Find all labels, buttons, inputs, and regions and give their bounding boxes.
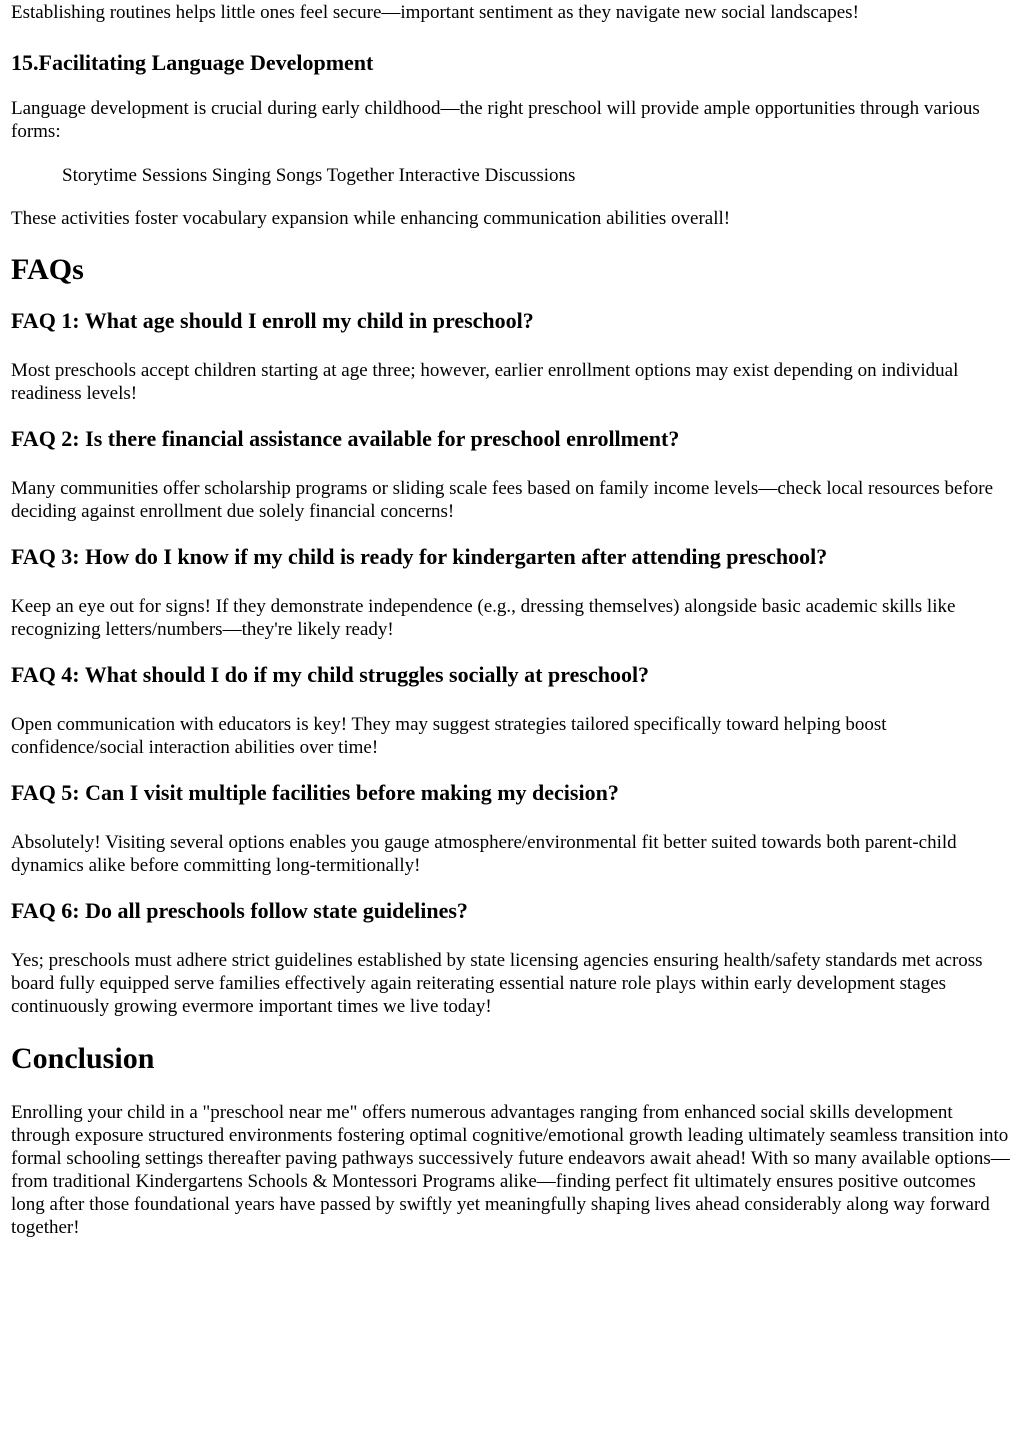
section-15-activities-quote: Storytime Sessions Singing Songs Together Interactive Discussions [62, 165, 576, 186]
faq-answer-2: Many communities offer scholarship programs or sliding scale fees based on family income levels—check local resources before deciding against enrollment due solely financial concerns! [11, 478, 994, 522]
faq-question-6: FAQ 6: Do all preschools follow state guidelines? [11, 898, 468, 923]
faq-answer-3: Keep an eye out for signs! If they demonstrate independence (e.g., dressing themselves) alongside basic academic skills like recognizing letters/numbers—they're likely ready! [11, 596, 956, 640]
faq-question-2: FAQ 2: Is there financial assistance available for preschool enrollment? [11, 426, 680, 451]
faq-answer-4: Open communication with educators is key! They may suggest strategies tailored specifically toward helping boost confidence/social interaction abilities over time! [11, 714, 887, 758]
faq-answer-1: Most preschools accept children starting at age three; however, earlier enrollment options may exist depending on individual readiness levels! [11, 360, 959, 404]
faq-question-4: FAQ 4: What should I do if my child struggles socially at preschool? [11, 662, 650, 687]
conclusion-body: Enrolling your child in a "preschool near me" offers numerous advantages ranging from enhanced social skills development through exposure structured environments fostering optimal cognitive/emotional growth leading ultimately seamless transition into formal schooling settings thereafter paving pathways successively future endeavors await ahead! With so many available options—from traditional Kindergartens Schools & Montessori Programs alike—finding perfect fit ultimately ensures positive outcomes long after those foundational years have passed by swiftly yet meaningfully shaping lives ahead considerably along way forward together! [11, 1102, 1010, 1238]
faqs-heading: FAQs [11, 253, 84, 286]
article-content [0, 1, 1024, 1239]
faq-answer-6: Yes; preschools must adhere strict guidelines established by state licensing agencies ensuring health/safety standards met across board fully equipped serve families effectively again reiterating essential nature role plays within early development stages continuously growing evermore important times we live today! [11, 950, 983, 1017]
faq-question-5: FAQ 5: Can I visit multiple facilities before making my decision? [11, 780, 619, 805]
section-15-body: Language development is crucial during early childhood—the right preschool will provide ample opportunities through various forms: [11, 98, 980, 142]
section-15-closing: These activities foster vocabulary expansion while enhancing communication abilities overall! [11, 208, 731, 229]
conclusion-heading: Conclusion [11, 1042, 155, 1075]
faq-question-3: FAQ 3: How do I know if my child is ready for kindergarten after attending preschool? [11, 544, 828, 569]
faq-answer-5: Absolutely! Visiting several options enables you gauge atmosphere/environmental fit better suited towards both parent-child dynamics alike before committing long-termitionally! [11, 832, 957, 876]
faq-question-1: FAQ 1: What age should I enroll my child in preschool? [11, 308, 534, 333]
section-15-title: 15.Facilitating Language Development [11, 50, 374, 75]
intro-paragraph: Establishing routines helps little ones feel secure—important sentiment as they navigate new social landscapes! [11, 2, 859, 23]
